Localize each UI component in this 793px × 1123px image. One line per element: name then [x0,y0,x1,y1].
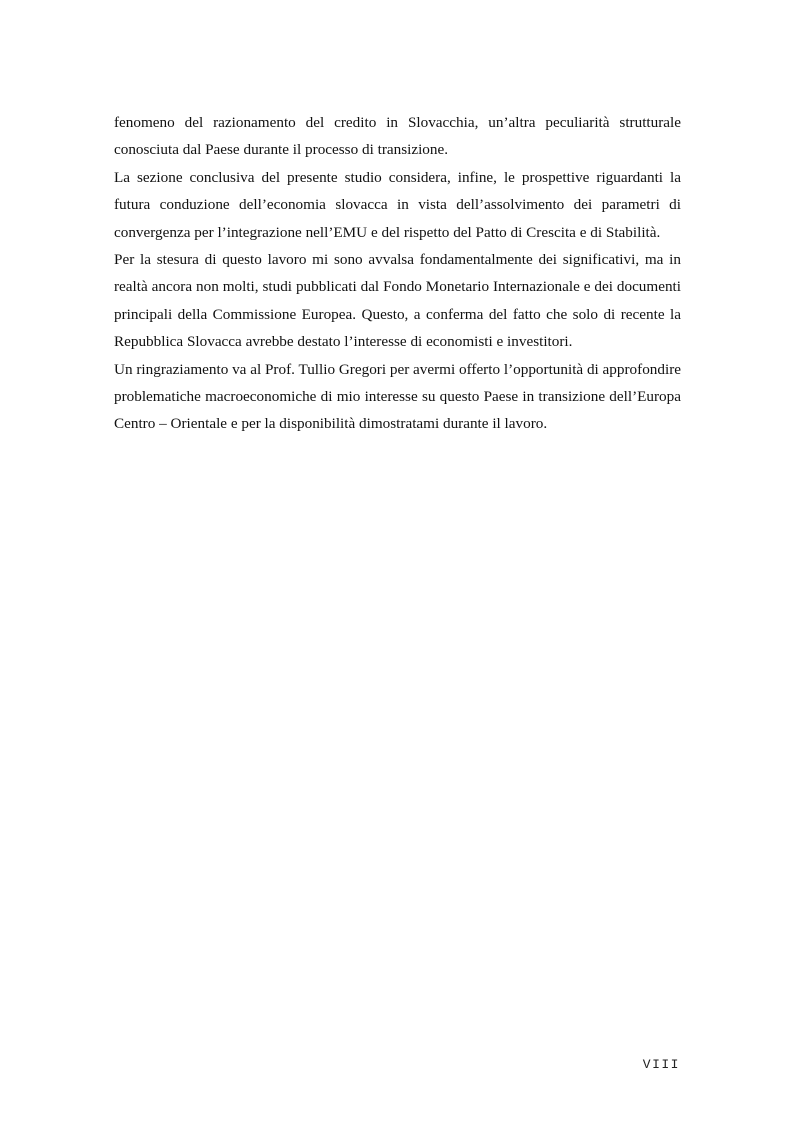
paragraph-credit-rationing: fenomeno del razionamento del credito in Slovacchia, un’altra peculiarità strutturale conosciuta dal Paese durante il processo di transizione. [114,114,681,159]
paragraph-acknowledgements: Un ringraziamento va al Prof. Tullio Gregori per avermi offerto l’opportunità di approfondire problematiche macroeconomiche di mio interesse su questo Paese in transizione dell’Europa Centro – Orientale e per la disponibilità dimostratami durante il lavoro. [114,360,681,433]
page-number: VIII [642,1057,680,1072]
body-text [114,109,681,438]
paragraph-sources: Per la stesura di questo lavoro mi sono avvalsa fondamentalmente dei significativi, ma in realtà ancora non molti, studi pubblicati dal Fondo Monetario Internazionale e dei documenti principali della Commissione Europea. Questo, a conferma del fatto che solo di recente la Repubblica Slovacca avrebbe destato l’interesse di economisti e investitori. [114,251,681,351]
paragraph-conclusive-section: La sezione conclusiva del presente studio considera, infine, le prospettive riguardanti la futura conduzione dell’economia slovacca in vista dell’assolvimento dei parametri di convergenza per l’integrazione nell’EMU e del rispetto del Patto di Crescita e di Stabilità. [114,168,681,241]
